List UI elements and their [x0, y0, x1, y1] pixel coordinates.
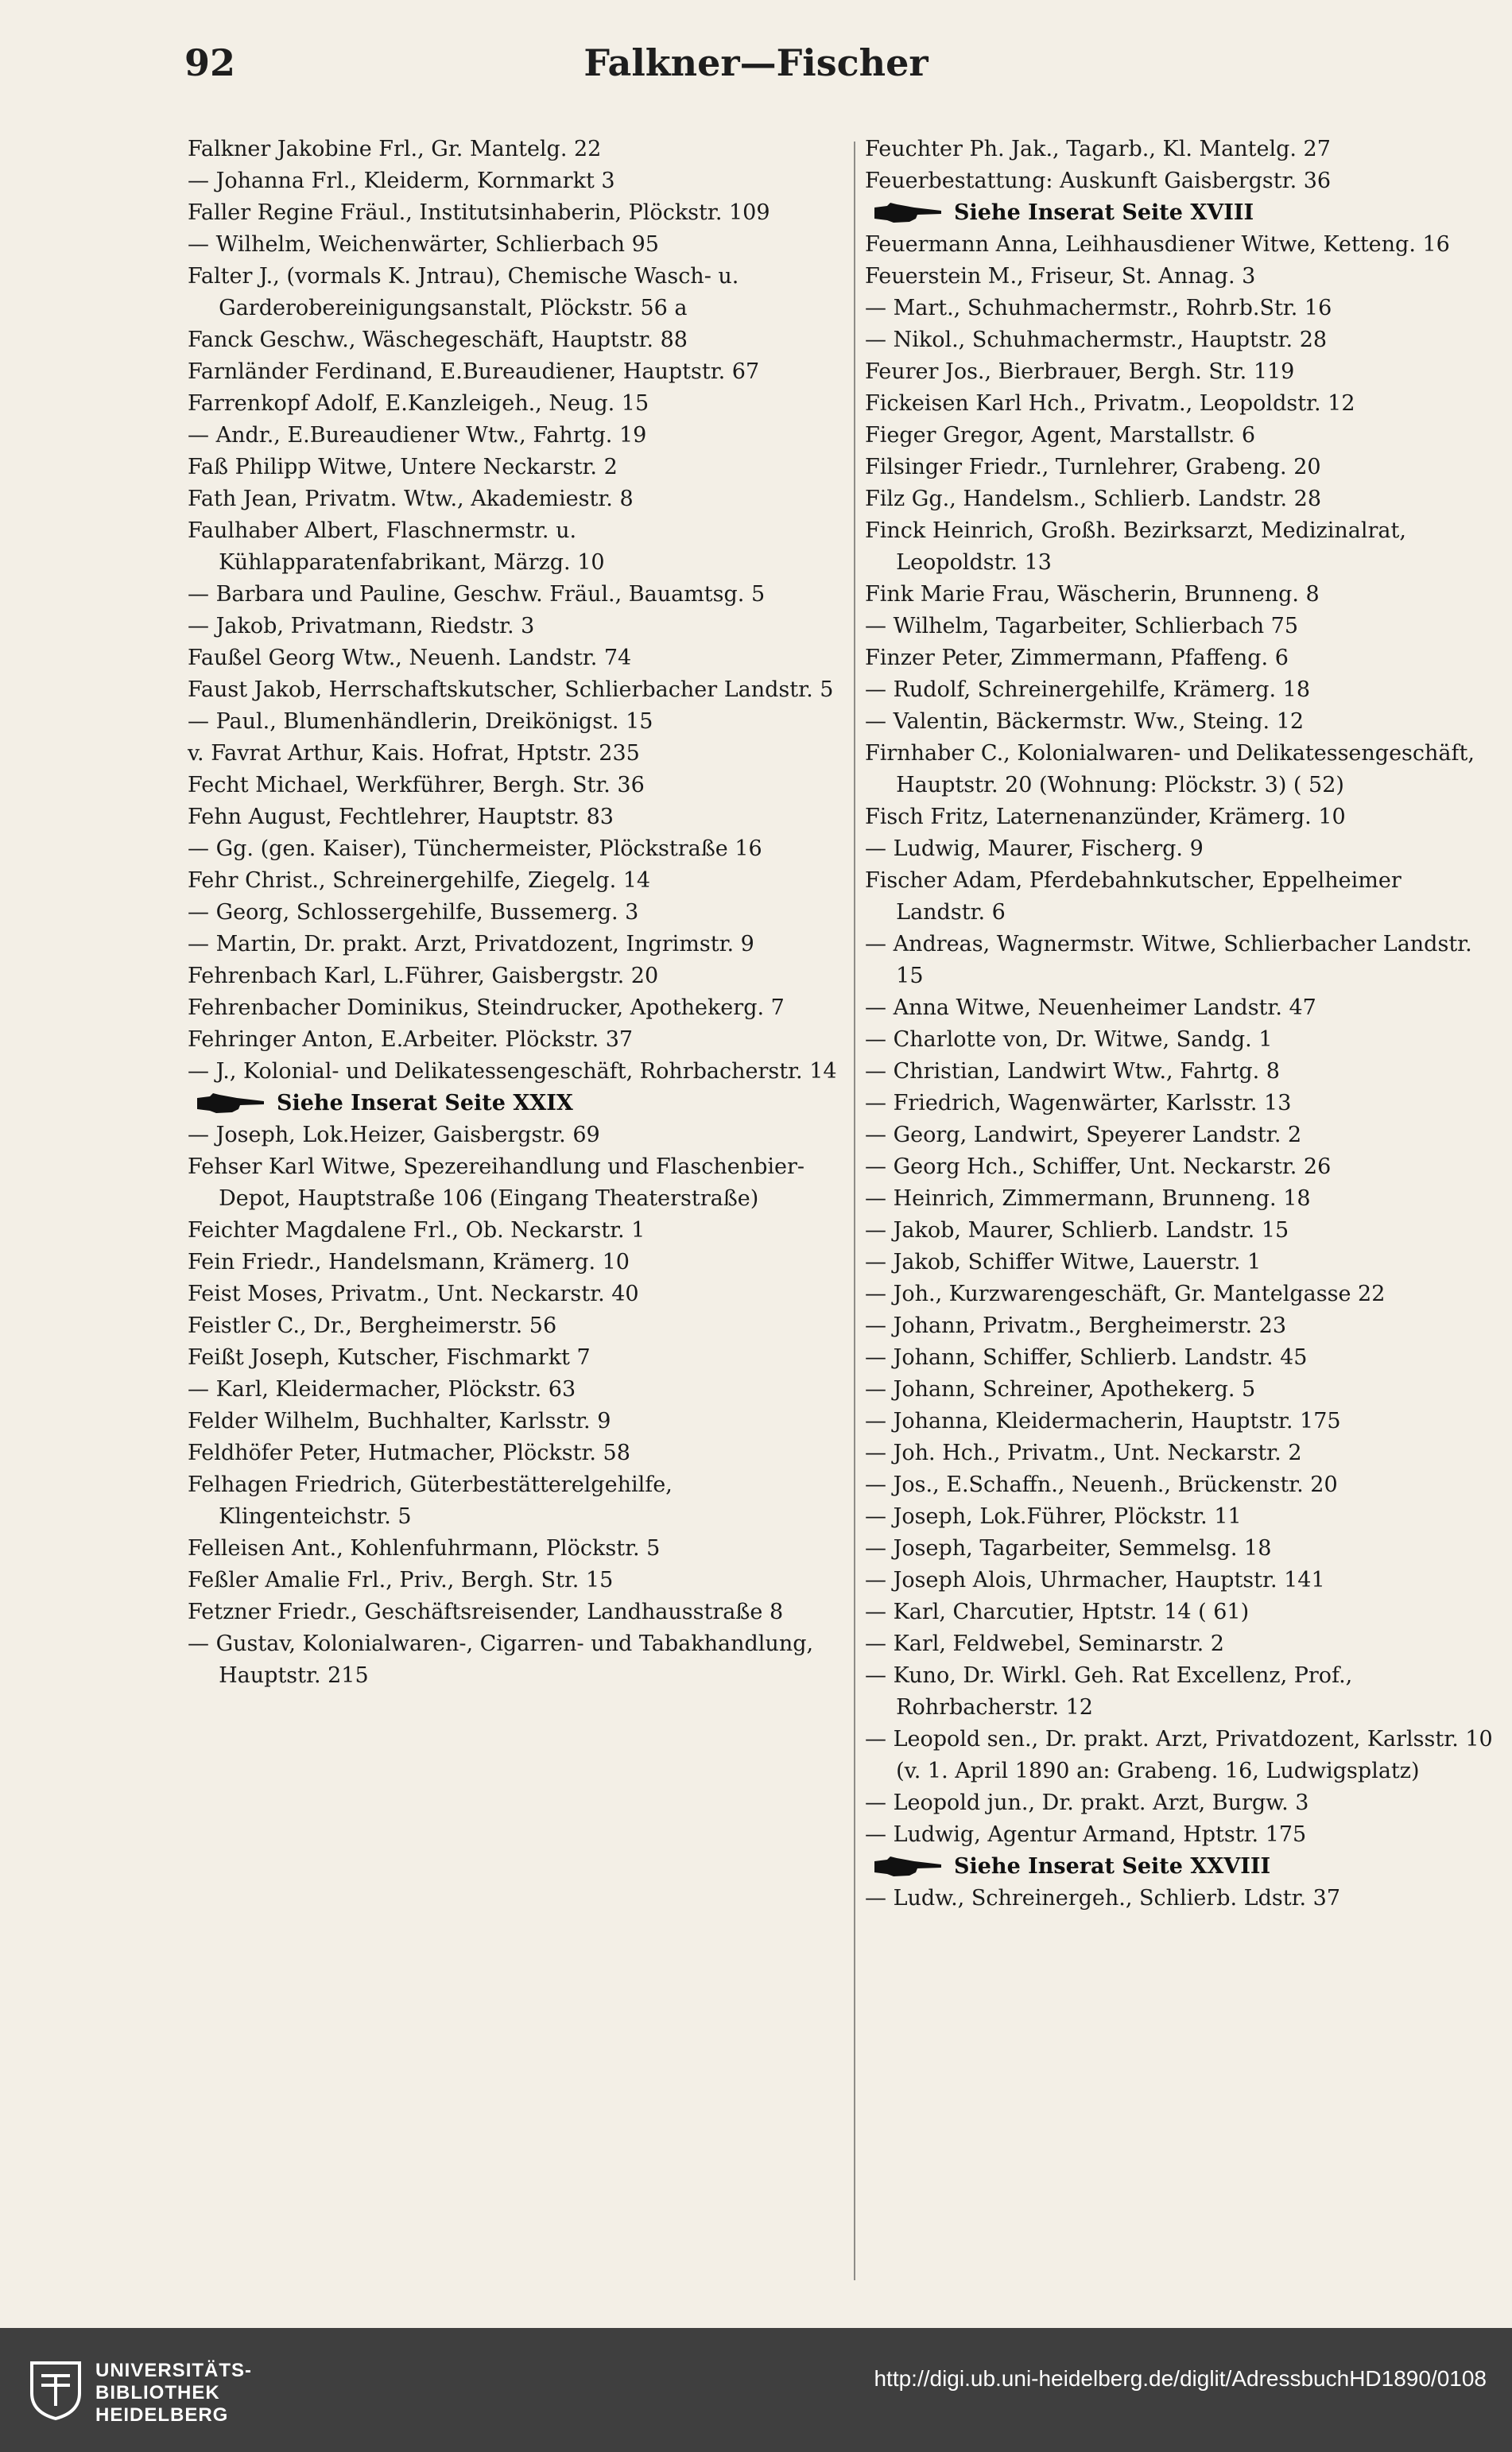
directory-entry: Fehn August, Fechtlehrer, Hauptstr. 83 [188, 805, 614, 829]
directory-entry: — Jos., E.Schaffn., Neuenh., Brückenstr. 20 [865, 1472, 1338, 1497]
directory-entry: Falkner Jakobine Frl., Gr. Mantelg. 22 [188, 137, 602, 161]
directory-entry: Feißt Joseph, Kutscher, Fischmarkt 7 [188, 1345, 591, 1370]
directory-entry: v. Favrat Arthur, Kais. Hofrat, Hptstr. 235 [188, 741, 640, 766]
directory-entry: — Gustav, Kolonialwaren-, Cigarren- und Tabakhandlung, Hauptstr. 215 [188, 1631, 814, 1688]
directory-entry: — Paul., Blumenhändlerin, Dreikönigst. 15 [188, 709, 653, 734]
pointing-hand-icon [196, 1092, 266, 1115]
directory-entry: — Wilhelm, Weichenwärter, Schlierbach 95 [188, 232, 659, 257]
footer-bar [0, 2328, 1512, 2452]
directory-entry: Felleisen Ant., Kohlenfuhrmann, Plöckstr. 5 [188, 1536, 661, 1561]
directory-entry: — Ludwig, Maurer, Fischerg. 9 [865, 836, 1204, 861]
directory-entry: Felhagen Friedrich, Güterbestätterelgehilfe, Klingenteichstr. 5 [188, 1472, 673, 1529]
directory-entry: Feuerbestattung: Auskunft Gaisbergstr. 36 [865, 169, 1332, 193]
directory-entry: Fink Marie Frau, Wäscherin, Brunneng. 8 [865, 582, 1320, 607]
university-seal-icon [27, 2358, 84, 2422]
advertisement-reference [188, 1088, 847, 1119]
directory-entry: Feichter Magdalene Frl., Ob. Neckarstr. 1 [188, 1218, 646, 1243]
library-name [95, 2360, 252, 2427]
page-number: 92 [184, 41, 236, 84]
directory-entry: Falter J., (vormals K. Jntrau), Chemische Wasch- u. Garderobereinigungsanstalt, Plöckstr. 56 a [188, 264, 739, 320]
library-name-line: HEIDELBERG [95, 2404, 229, 2426]
directory-entry: — Leopold jun., Dr. prakt. Arzt, Burgw. 3 [865, 1791, 1309, 1815]
page-header [0, 41, 1512, 97]
directory-entry: Filz Gg., Handelsm., Schlierb. Landstr. 28 [865, 487, 1322, 511]
directory-entry: — Johanna, Kleidermacherin, Hauptstr. 175 [865, 1409, 1341, 1434]
directory-entry: — Leopold sen., Dr. prakt. Arzt, Privatdozent, Karlsstr. 10 (v. 1. April 1890 an: Grabeng. 16, Ludwigsplatz) [865, 1727, 1493, 1783]
directory-entry: Fehr Christ., Schreinergehilfe, Ziegelg. 14 [188, 868, 651, 893]
directory-entry: — J., Kolonial- und Delikatessengeschäft, Rohrbacherstr. 14 [188, 1059, 837, 1084]
directory-entry: — Barbara und Pauline, Geschw. Fräul., Bauamtsg. 5 [188, 582, 766, 607]
directory-entry: Faußel Georg Wtw., Neuenh. Landstr. 74 [188, 646, 632, 670]
directory-entry: — Ludwig, Agentur Armand, Hptstr. 175 [865, 1822, 1307, 1847]
directory-entry: Fetzner Friedr., Geschäftsreisender, Landhausstraße 8 [188, 1600, 784, 1624]
directory-entry: — Jakob, Schiffer Witwe, Lauerstr. 1 [865, 1250, 1262, 1274]
directory-entry: Fein Friedr., Handelsmann, Krämerg. 10 [188, 1250, 630, 1274]
directory-entry: Fath Jean, Privatm. Wtw., Akademiestr. 8 [188, 487, 634, 511]
directory-entry: Fehringer Anton, E.Arbeiter. Plöckstr. 37 [188, 1027, 634, 1052]
directory-entry: — Andreas, Wagnermstr. Witwe, Schlierbacher Landstr. 15 [865, 932, 1472, 988]
pointing-hand-icon [873, 1855, 943, 1879]
permalink-url[interactable]: http://digi.ub.uni-heidelberg.de/diglit/AdressbuchHD1890/0108 [874, 2366, 1487, 2391]
directory-entry: — Gg. (gen. Kaiser), Tünchermeister, Plöckstraße 16 [188, 836, 762, 861]
column-divider [854, 142, 855, 2280]
directory-entry: Feßler Amalie Frl., Priv., Bergh. Str. 15 [188, 1568, 614, 1593]
directory-entry: Filsinger Friedr., Turnlehrer, Grabeng. 20 [865, 455, 1321, 479]
advertisement-reference [865, 197, 1493, 229]
library-name-line: UNIVERSITÄTS- [95, 2360, 253, 2381]
directory-entry: Feuchter Ph. Jak., Tagarb., Kl. Mantelg. 27 [865, 137, 1331, 161]
directory-entry: — Joseph, Lok.Führer, Plöckstr. 11 [865, 1504, 1242, 1529]
directory-entry: Farnländer Ferdinand, E.Bureaudiener, Hauptstr. 67 [188, 359, 760, 384]
directory-entry: — Mart., Schuhmachermstr., Rohrb.Str. 16 [865, 296, 1332, 320]
directory-entry: — Martin, Dr. prakt. Arzt, Privatdozent, Ingrimstr. 9 [188, 932, 754, 956]
directory-entry: Fanck Geschw., Wäschegeschäft, Hauptstr. 88 [188, 328, 688, 352]
advertisement-text: Siehe Inserat Seite XVIII [954, 200, 1254, 225]
directory-entry: — Johann, Schreiner, Apothekerg. 5 [865, 1377, 1256, 1402]
directory-entry: — Charlotte von, Dr. Witwe, Sandg. 1 [865, 1027, 1273, 1052]
directory-entry: Finzer Peter, Zimmermann, Pfaffeng. 6 [865, 646, 1289, 670]
directory-entry: Fickeisen Karl Hch., Privatm., Leopoldstr. 12 [865, 391, 1355, 416]
directory-entry: — Jakob, Privatmann, Riedstr. 3 [188, 614, 535, 638]
directory-entry: Firnhaber C., Kolonialwaren- und Delikatessengeschäft, Hauptstr. 20 (Wohnung: Plöckstr. 3) ( 52) [865, 741, 1475, 797]
directory-entry: Fecht Michael, Werkführer, Bergh. Str. 36 [188, 773, 645, 797]
directory-entry: Feurer Jos., Bierbrauer, Bergh. Str. 119 [865, 359, 1295, 384]
directory-entry: — Joseph, Tagarbeiter, Semmelsg. 18 [865, 1536, 1272, 1561]
directory-entry: — Georg, Schlossergehilfe, Bussemerg. 3 [188, 900, 639, 925]
directory-entry: Faller Regine Fräul., Institutsinhaberin, Plöckstr. 109 [188, 200, 770, 225]
directory-entry: — Karl, Feldwebel, Seminarstr. 2 [865, 1631, 1224, 1656]
advertisement-reference [865, 1851, 1493, 1883]
directory-entry: — Joh., Kurzwarengeschäft, Gr. Mantelgasse 22 [865, 1282, 1386, 1306]
directory-entry: Farrenkopf Adolf, E.Kanzleigeh., Neug. 15 [188, 391, 649, 416]
directory-entry: Fischer Adam, Pferdebahnkutscher, Eppelheimer Landstr. 6 [865, 868, 1402, 925]
directory-entry: Finck Heinrich, Großh. Bezirksarzt, Medizinalrat, Leopoldstr. 13 [865, 518, 1406, 575]
directory-entry: — Karl, Kleidermacher, Plöckstr. 63 [188, 1377, 576, 1402]
directory-entry: — Friedrich, Wagenwärter, Karlsstr. 13 [865, 1091, 1292, 1115]
directory-entry: Faß Philipp Witwe, Untere Neckarstr. 2 [188, 455, 618, 479]
directory-entry: — Anna Witwe, Neuenheimer Landstr. 47 [865, 995, 1316, 1020]
directory-entry: Feuerstein M., Friseur, St. Annag. 3 [865, 264, 1256, 289]
directory-entry: — Georg, Landwirt, Speyerer Landstr. 2 [865, 1123, 1302, 1147]
directory-entry: — Joseph Alois, Uhrmacher, Hauptstr. 141 [865, 1568, 1325, 1593]
directory-entry: — Kuno, Dr. Wirkl. Geh. Rat Excellenz, Prof., Rohrbacherstr. 12 [865, 1663, 1353, 1720]
directory-entry: Faulhaber Albert, Flaschnermstr. u. Kühlapparatenfabrikant, Märzg. 10 [188, 518, 605, 575]
directory-entry: — Johann, Schiffer, Schlierb. Landstr. 45 [865, 1345, 1308, 1370]
directory-entry: — Heinrich, Zimmermann, Brunneng. 18 [865, 1186, 1311, 1211]
directory-entry: — Johanna Frl., Kleiderm, Kornmarkt 3 [188, 169, 615, 193]
directory-entry: — Joh. Hch., Privatm., Unt. Neckarstr. 2 [865, 1441, 1302, 1465]
directory-entry: Fieger Gregor, Agent, Marstallstr. 6 [865, 423, 1256, 448]
library-name-line: BIBLIOTHEK [95, 2382, 220, 2404]
directory-entry: Fehser Karl Witwe, Spezereihandlung und Flaschenbier-Depot, Hauptstraße 106 (Eingang Theaterstraße) [188, 1154, 805, 1211]
directory-entry: — Georg Hch., Schiffer, Unt. Neckarstr. 26 [865, 1154, 1332, 1179]
directory-entry: — Nikol., Schuhmachermstr., Hauptstr. 28 [865, 328, 1328, 352]
directory-entry: — Joseph, Lok.Heizer, Gaisbergstr. 69 [188, 1123, 600, 1147]
pointing-hand-icon [873, 201, 943, 225]
directory-entry: — Ludw., Schreinergeh., Schlierb. Ldstr. 37 [865, 1886, 1341, 1911]
directory-entry: — Wilhelm, Tagarbeiter, Schlierbach 75 [865, 614, 1299, 638]
directory-entry: Faust Jakob, Herrschaftskutscher, Schlierbacher Landstr. 5 [188, 677, 834, 702]
directory-entry: Feldhöfer Peter, Hutmacher, Plöckstr. 58 [188, 1441, 630, 1465]
directory-entry: Fisch Fritz, Laternenanzünder, Krämerg. 10 [865, 805, 1346, 829]
running-title: Falkner—Fischer [583, 41, 929, 84]
directory-entry: Feuermann Anna, Leihhausdiener Witwe, Ketteng. 16 [865, 232, 1450, 257]
directory-entry: — Valentin, Bäckermstr. Ww., Steing. 12 [865, 709, 1305, 734]
directory-entry: — Jakob, Maurer, Schlierb. Landstr. 15 [865, 1218, 1289, 1243]
directory-entry: — Rudolf, Schreinergehilfe, Krämerg. 18 [865, 677, 1310, 702]
right-column [865, 134, 1493, 1915]
directory-entry: Felder Wilhelm, Buchhalter, Karlsstr. 9 [188, 1409, 611, 1434]
directory-entry: — Karl, Charcutier, Hptstr. 14 ( 61) [865, 1600, 1250, 1624]
advertisement-text: Siehe Inserat Seite XXIX [277, 1091, 573, 1115]
directory-entry: — Johann, Privatm., Bergheimerstr. 23 [865, 1313, 1287, 1338]
left-column [188, 134, 847, 1692]
directory-entry: Fehrenbacher Dominikus, Steindrucker, Apothekerg. 7 [188, 995, 785, 1020]
directory-entry: Feistler C., Dr., Bergheimerstr. 56 [188, 1313, 557, 1338]
directory-entry: Feist Moses, Privatm., Unt. Neckarstr. 40 [188, 1282, 639, 1306]
directory-entry: Fehrenbach Karl, L.Führer, Gaisbergstr. 20 [188, 964, 659, 988]
advertisement-text: Siehe Inserat Seite XXVIII [954, 1854, 1271, 1879]
directory-entry: — Christian, Landwirt Wtw., Fahrtg. 8 [865, 1059, 1280, 1084]
directory-entry: — Andr., E.Bureaudiener Wtw., Fahrtg. 19 [188, 423, 647, 448]
